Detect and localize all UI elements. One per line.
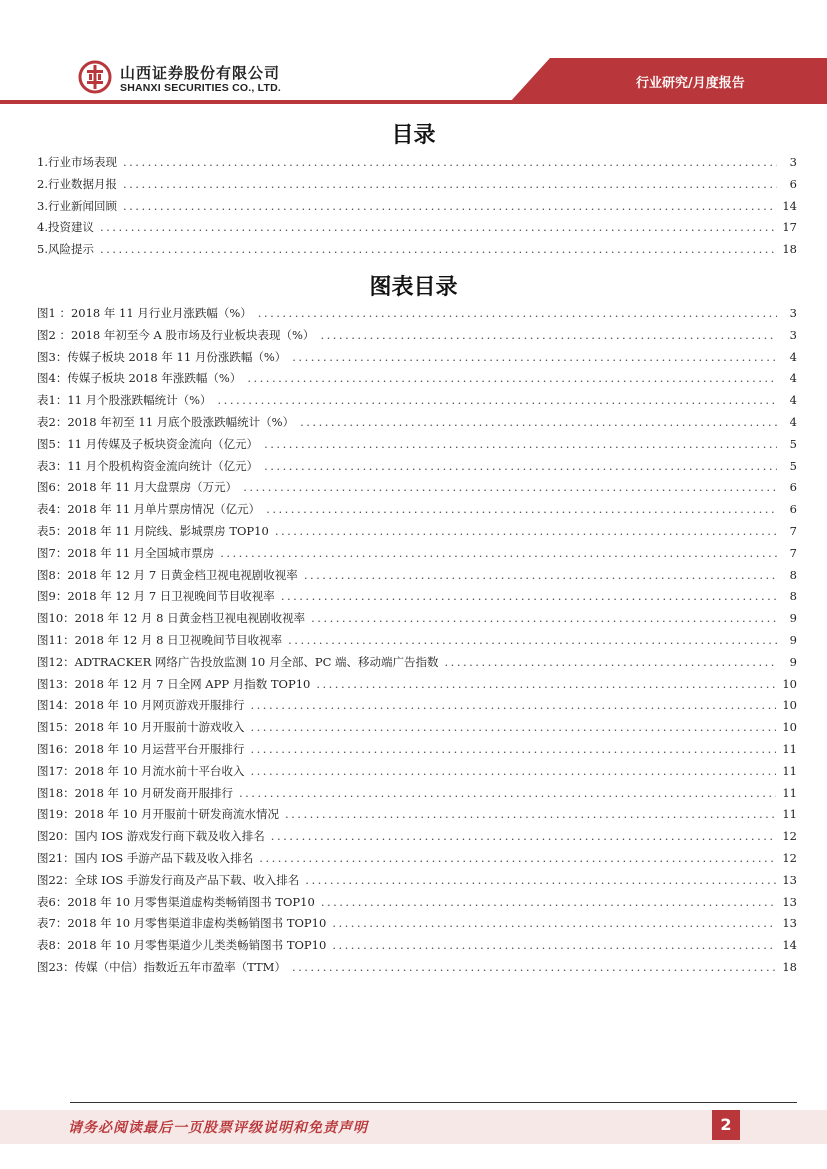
figure-entry[interactable] [37, 545, 797, 567]
toc-entry-page: 3 [789, 155, 797, 169]
figure-entry-page: 13 [782, 872, 797, 887]
figure-entry[interactable] [37, 828, 797, 850]
figure-entry-page: 9 [789, 654, 797, 669]
figure-entry-page: 6 [789, 502, 797, 517]
toc-title: 目录 [391, 123, 436, 148]
figure-entry-page: 9 [789, 632, 797, 647]
figure-entry-label: 图3：传媒子板块 2018 年 11 月份涨跌幅（%） [37, 349, 287, 364]
toc-entry-label: 5.风险提示 [37, 242, 94, 257]
figure-entry-page: 6 [789, 480, 797, 495]
toc-entry-page: 6 [789, 176, 797, 191]
figure-entry[interactable] [37, 937, 797, 959]
toc-entry[interactable] [37, 154, 797, 176]
figure-entry-page: 10 [782, 720, 797, 735]
figure-entry-page: 10 [782, 676, 797, 691]
figure-entry-page: 4 [789, 371, 797, 386]
figure-entry-label: 图8：2018 年 12 月 7 日黄金档卫视电视剧收视率 [37, 567, 298, 582]
dot-leader [304, 568, 777, 582]
figure-entry-label: 表4：2018 年 11 月单片票房情况（亿元） [37, 502, 261, 517]
figure-entry-label: 表2：2018 年初至 11 月底个股涨跌幅统计（%） [37, 414, 295, 429]
figure-entry-page: 13 [782, 894, 797, 909]
figure-entry[interactable] [37, 305, 797, 327]
dot-leader [320, 328, 777, 342]
figure-entry-page: 12 [782, 829, 797, 844]
figure-entry-label: 图20：国内 IOS 游戏发行商下载及收入排名 [37, 829, 265, 844]
dot-leader [332, 916, 776, 930]
dot-leader [100, 220, 776, 234]
figure-entry[interactable] [37, 610, 797, 632]
dot-leader [264, 459, 777, 473]
figure-entry-page: 7 [789, 523, 797, 538]
figure-entry[interactable] [37, 719, 797, 741]
figure-entry[interactable] [37, 850, 797, 872]
footer-divider [70, 1102, 797, 1103]
figure-entry-page: 14 [782, 938, 797, 953]
figure-entry-label: 图13：2018 年 12 月 7 日全网 APP 月指数 TOP10 [37, 676, 311, 691]
figure-entry-label: 图23：传媒（中信）指数近五年市盈率（TTM） [37, 959, 286, 974]
figure-entry-page: 11 [782, 763, 797, 778]
figure-entry-page: 5 [789, 458, 797, 473]
dot-leader [220, 546, 777, 560]
figure-entry[interactable] [37, 349, 797, 371]
figure-entry-label: 图15：2018 年 10 月开服前十游戏收入 [37, 720, 245, 735]
dot-leader [251, 720, 777, 734]
figure-entry[interactable] [37, 697, 797, 719]
toc-entry[interactable] [37, 219, 797, 241]
dot-leader [305, 873, 776, 887]
figure-entry[interactable] [37, 479, 797, 501]
figure-entry[interactable] [37, 327, 797, 349]
figure-entry-page: 5 [789, 436, 797, 451]
dot-leader [292, 960, 776, 974]
figure-entry[interactable] [37, 523, 797, 545]
figure-entry-label: 表7：2018 年 10 月零售渠道非虚构类畅销图书 TOP10 [37, 916, 327, 931]
figure-entry-label: 图18：2018 年 10 月研发商开服排行 [37, 785, 233, 800]
toc-entry-label: 2.行业数据月报 [37, 176, 117, 191]
figure-entry-label: 图5：11 月传媒及子板块资金流向（亿元） [37, 436, 259, 451]
figure-entry[interactable] [37, 915, 797, 937]
figure-entry[interactable] [37, 806, 797, 828]
figure-entry[interactable] [37, 436, 797, 458]
figure-entry-label: 表3：11 月个股机构资金流向统计（亿元） [37, 458, 259, 473]
dot-leader [311, 611, 777, 625]
dot-leader [292, 350, 777, 364]
figure-entry[interactable] [37, 785, 797, 807]
figure-entry-page: 18 [782, 959, 797, 974]
figure-entry[interactable] [37, 676, 797, 698]
figure-entry-label: 图6：2018 年 11 月大盘票房（万元） [37, 480, 238, 495]
dot-leader [275, 524, 777, 538]
figure-entry[interactable] [37, 763, 797, 785]
toc-entry-label: 1.行业市场表现 [37, 155, 117, 169]
dot-leader [332, 938, 776, 952]
figure-entry-page: 11 [782, 785, 797, 800]
figure-entry-page: 3 [789, 306, 797, 320]
figure-entry[interactable] [37, 588, 797, 610]
figure-entry[interactable] [37, 392, 797, 414]
footer-disclaimer: 请务必阅读最后一页股票评级说明和免责声明 [68, 1120, 368, 1136]
dot-leader [266, 502, 777, 516]
dot-leader [288, 633, 777, 647]
company-logo-icon [78, 60, 112, 94]
figure-entry-label: 表8：2018 年 10 月零售渠道少儿类类畅销图书 TOP10 [37, 938, 327, 953]
toc-entry[interactable] [37, 176, 797, 198]
dot-leader [123, 155, 777, 169]
dot-leader [285, 807, 776, 821]
figure-entry-page: 4 [789, 393, 797, 408]
toc-entry[interactable] [37, 198, 797, 220]
toc-entry-label: 3.行业新闻回顾 [37, 198, 117, 213]
dot-leader [251, 764, 777, 778]
dot-leader [123, 199, 776, 213]
toc-entry-page: 14 [782, 198, 797, 213]
figure-entry-label: 表6：2018 年 10 月零售渠道虚构类畅销图书 TOP10 [37, 894, 315, 909]
figure-entry-label: 图4：传媒子板块 2018 年涨跌幅（%） [37, 371, 242, 386]
toc-entry-label: 4.投资建议 [37, 220, 94, 235]
dot-leader [264, 437, 777, 451]
toc-entry-page: 17 [782, 220, 797, 235]
dot-leader [321, 895, 777, 909]
figure-entry-label: 图19：2018 年 10 月开服前十研发商流水情况 [37, 807, 279, 822]
figure-entry-page: 10 [782, 698, 797, 713]
figure-entry-label: 表1：11 月个股涨跌幅统计（%） [37, 393, 212, 408]
figure-entry[interactable] [37, 414, 797, 436]
company-name-en: SHANXI SECURITIES CO., LTD. [120, 82, 281, 94]
dot-leader [251, 742, 777, 756]
figure-entry[interactable] [37, 370, 797, 392]
company-name-cn: 山西证券股份有限公司 [120, 64, 281, 82]
figure-entry[interactable] [37, 458, 797, 480]
figure-entry-page: 4 [789, 414, 797, 429]
figure-entry[interactable] [37, 501, 797, 523]
dot-leader [247, 371, 777, 385]
figure-entry-page: 8 [789, 589, 797, 604]
figure-entry-label: 表5：2018 年 11 月院线、影城票房 TOP10 [37, 523, 269, 538]
dot-leader [123, 177, 777, 191]
figure-entry-label: 图10：2018 年 12 月 8 日黄金档卫视电视剧收视率 [37, 611, 306, 626]
page-number: 2 [712, 1110, 740, 1140]
dot-leader [100, 242, 776, 256]
figure-entry-page: 4 [789, 349, 797, 364]
toc-list [37, 154, 797, 263]
figure-entry-page: 13 [782, 916, 797, 931]
dot-leader [239, 786, 776, 800]
figures-list [37, 305, 797, 981]
figure-entry-label: 图16：2018 年 10 月运营平台开服排行 [37, 741, 245, 756]
figure-entry-page: 3 [789, 327, 797, 342]
dot-leader [259, 851, 776, 865]
dot-leader [300, 415, 777, 429]
figure-entry-label: 图12：ADTRACKER 网络广告投放监测 10 月全部、PC 端、移动端广告指数 [37, 654, 439, 669]
header-divider [0, 100, 827, 104]
figure-entry[interactable] [37, 959, 797, 981]
figures-title: 图表目录 [369, 275, 458, 300]
page-header [0, 0, 827, 110]
figure-entry-page: 11 [782, 741, 797, 756]
figure-entry-page: 12 [782, 850, 797, 865]
figure-entry-label: 图22：全球 IOS 手游发行商及产品下载、收入排名 [37, 872, 300, 887]
toc-entry[interactable] [37, 241, 797, 263]
dot-leader [258, 306, 777, 320]
figure-entry-label: 图2 ：2018 年初至今 A 股市场及行业板块表现（%） [37, 327, 315, 342]
figure-entry-page: 11 [782, 807, 797, 822]
figure-entry-page: 9 [789, 611, 797, 626]
report-type: 行业研究/月度报告 [636, 76, 745, 91]
dot-leader [243, 480, 777, 494]
dot-leader [271, 829, 777, 843]
figure-entry-label: 图14：2018 年 10 月网页游戏开服排行 [37, 698, 245, 713]
toc-entry-page: 18 [782, 242, 797, 257]
figure-entry-page: 7 [789, 545, 797, 560]
figure-entry-label: 图17：2018 年 10 月流水前十平台收入 [37, 763, 245, 778]
dot-leader [445, 655, 777, 669]
figure-entry[interactable] [37, 567, 797, 589]
figure-entry-label: 图1 ：2018 年 11 月行业月涨跌幅（%） [37, 306, 252, 320]
figure-entry-label: 图7：2018 年 11 月全国城市票房 [37, 545, 215, 560]
figure-entry-label: 图21：国内 IOS 手游产品下载及收入排名 [37, 850, 254, 865]
figure-entry-label: 图11：2018 年 12 月 8 日卫视晚间节目收视率 [37, 632, 283, 647]
dot-leader [316, 677, 776, 691]
dot-leader [251, 698, 777, 712]
figure-entry[interactable] [37, 894, 797, 916]
figure-entry[interactable] [37, 872, 797, 894]
figure-entry[interactable] [37, 741, 797, 763]
figure-entry-page: 8 [789, 567, 797, 582]
dot-leader [218, 393, 777, 407]
figure-entry[interactable] [37, 632, 797, 654]
dot-leader [281, 589, 777, 603]
figure-entry[interactable] [37, 654, 797, 676]
figure-entry-label: 图9：2018 年 12 月 7 日卫视晚间节目收视率 [37, 589, 275, 604]
